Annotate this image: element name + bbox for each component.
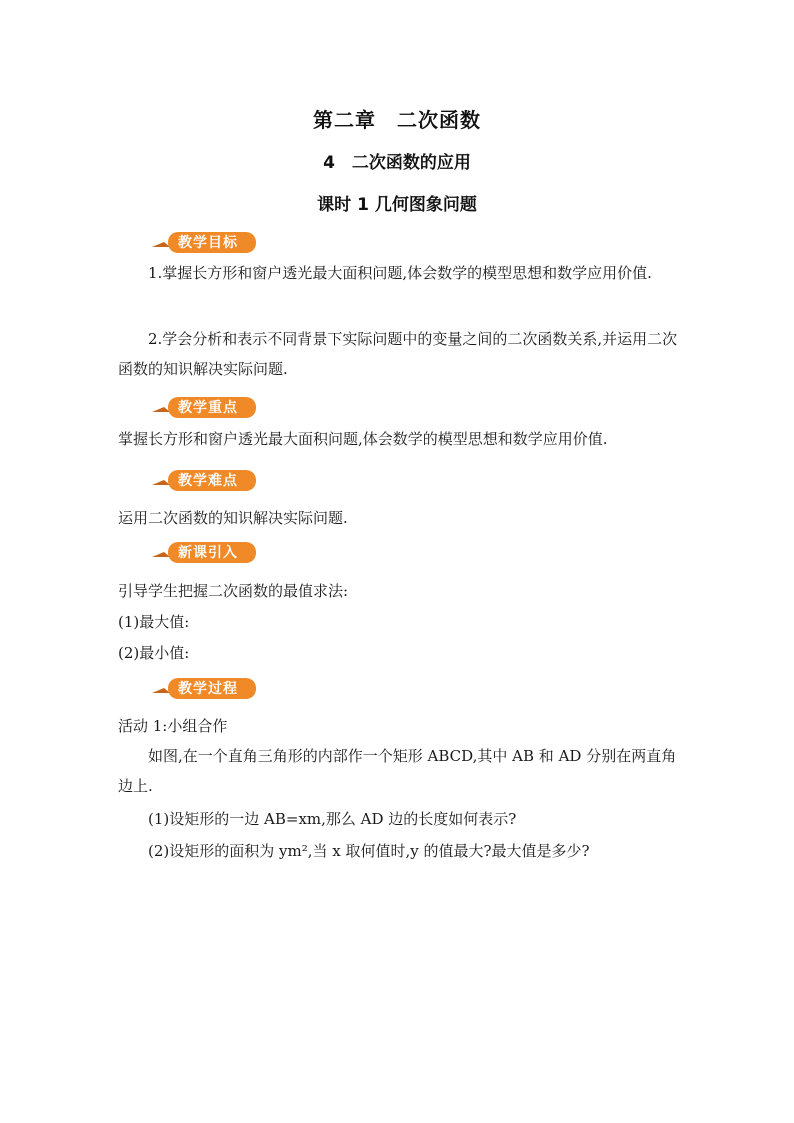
intro-line-1: 引导学生把握二次函数的最值求法: <box>118 582 349 600</box>
question-1: (1)设矩形的一边 AB=xm,那么 AD 边的长度如何表示? <box>148 810 517 828</box>
intro-line-2: (1)最大值: <box>118 613 190 631</box>
badge-intro <box>150 539 244 565</box>
question-2: (2)设矩形的面积为 ym²,当 x 取何值时,y 的值最大?最大值是多少? <box>148 842 590 860</box>
badge-goals <box>150 229 244 255</box>
badge-process-label: 教学过程 <box>178 681 238 697</box>
chapter-title: 第二章 二次函数 <box>313 108 481 132</box>
badge-goals-label: 教学目标 <box>178 235 238 251</box>
badge-key-point <box>150 394 244 420</box>
section-title: 4 二次函数的应用 <box>323 153 471 173</box>
goal-item-1: 1.掌握长方形和窗户透光最大面积问题,体会数学的模型思想和数学应用价值. <box>148 264 652 282</box>
badge-intro-label: 新课引入 <box>178 545 238 561</box>
difficulty-text: 运用二次函数的知识解决实际问题. <box>118 509 348 527</box>
badge-key-point-label: 教学重点 <box>178 400 238 416</box>
key-point-text: 掌握长方形和窗户透光最大面积问题,体会数学的模型思想和数学应用价值. <box>118 430 608 448</box>
lesson-title: 课时 1 几何图象问题 <box>317 195 477 215</box>
goal-item-2: 2.学会分析和表示不同背景下实际问题中的变量之间的二次函数关系,并运用二次函数的知识解决实际问题. <box>118 330 678 378</box>
badge-process <box>150 675 244 701</box>
activity-heading: 活动 1:小组合作 <box>118 717 228 735</box>
intro-line-3: (2)最小值: <box>118 644 190 662</box>
activity-description: 如图,在一个直角三角形的内部作一个矩形 ABCD,其中 AB 和 AD 分别在两直角边上. <box>118 747 677 795</box>
badge-difficulty-label: 教学难点 <box>178 473 238 489</box>
badge-difficulty <box>150 467 244 493</box>
